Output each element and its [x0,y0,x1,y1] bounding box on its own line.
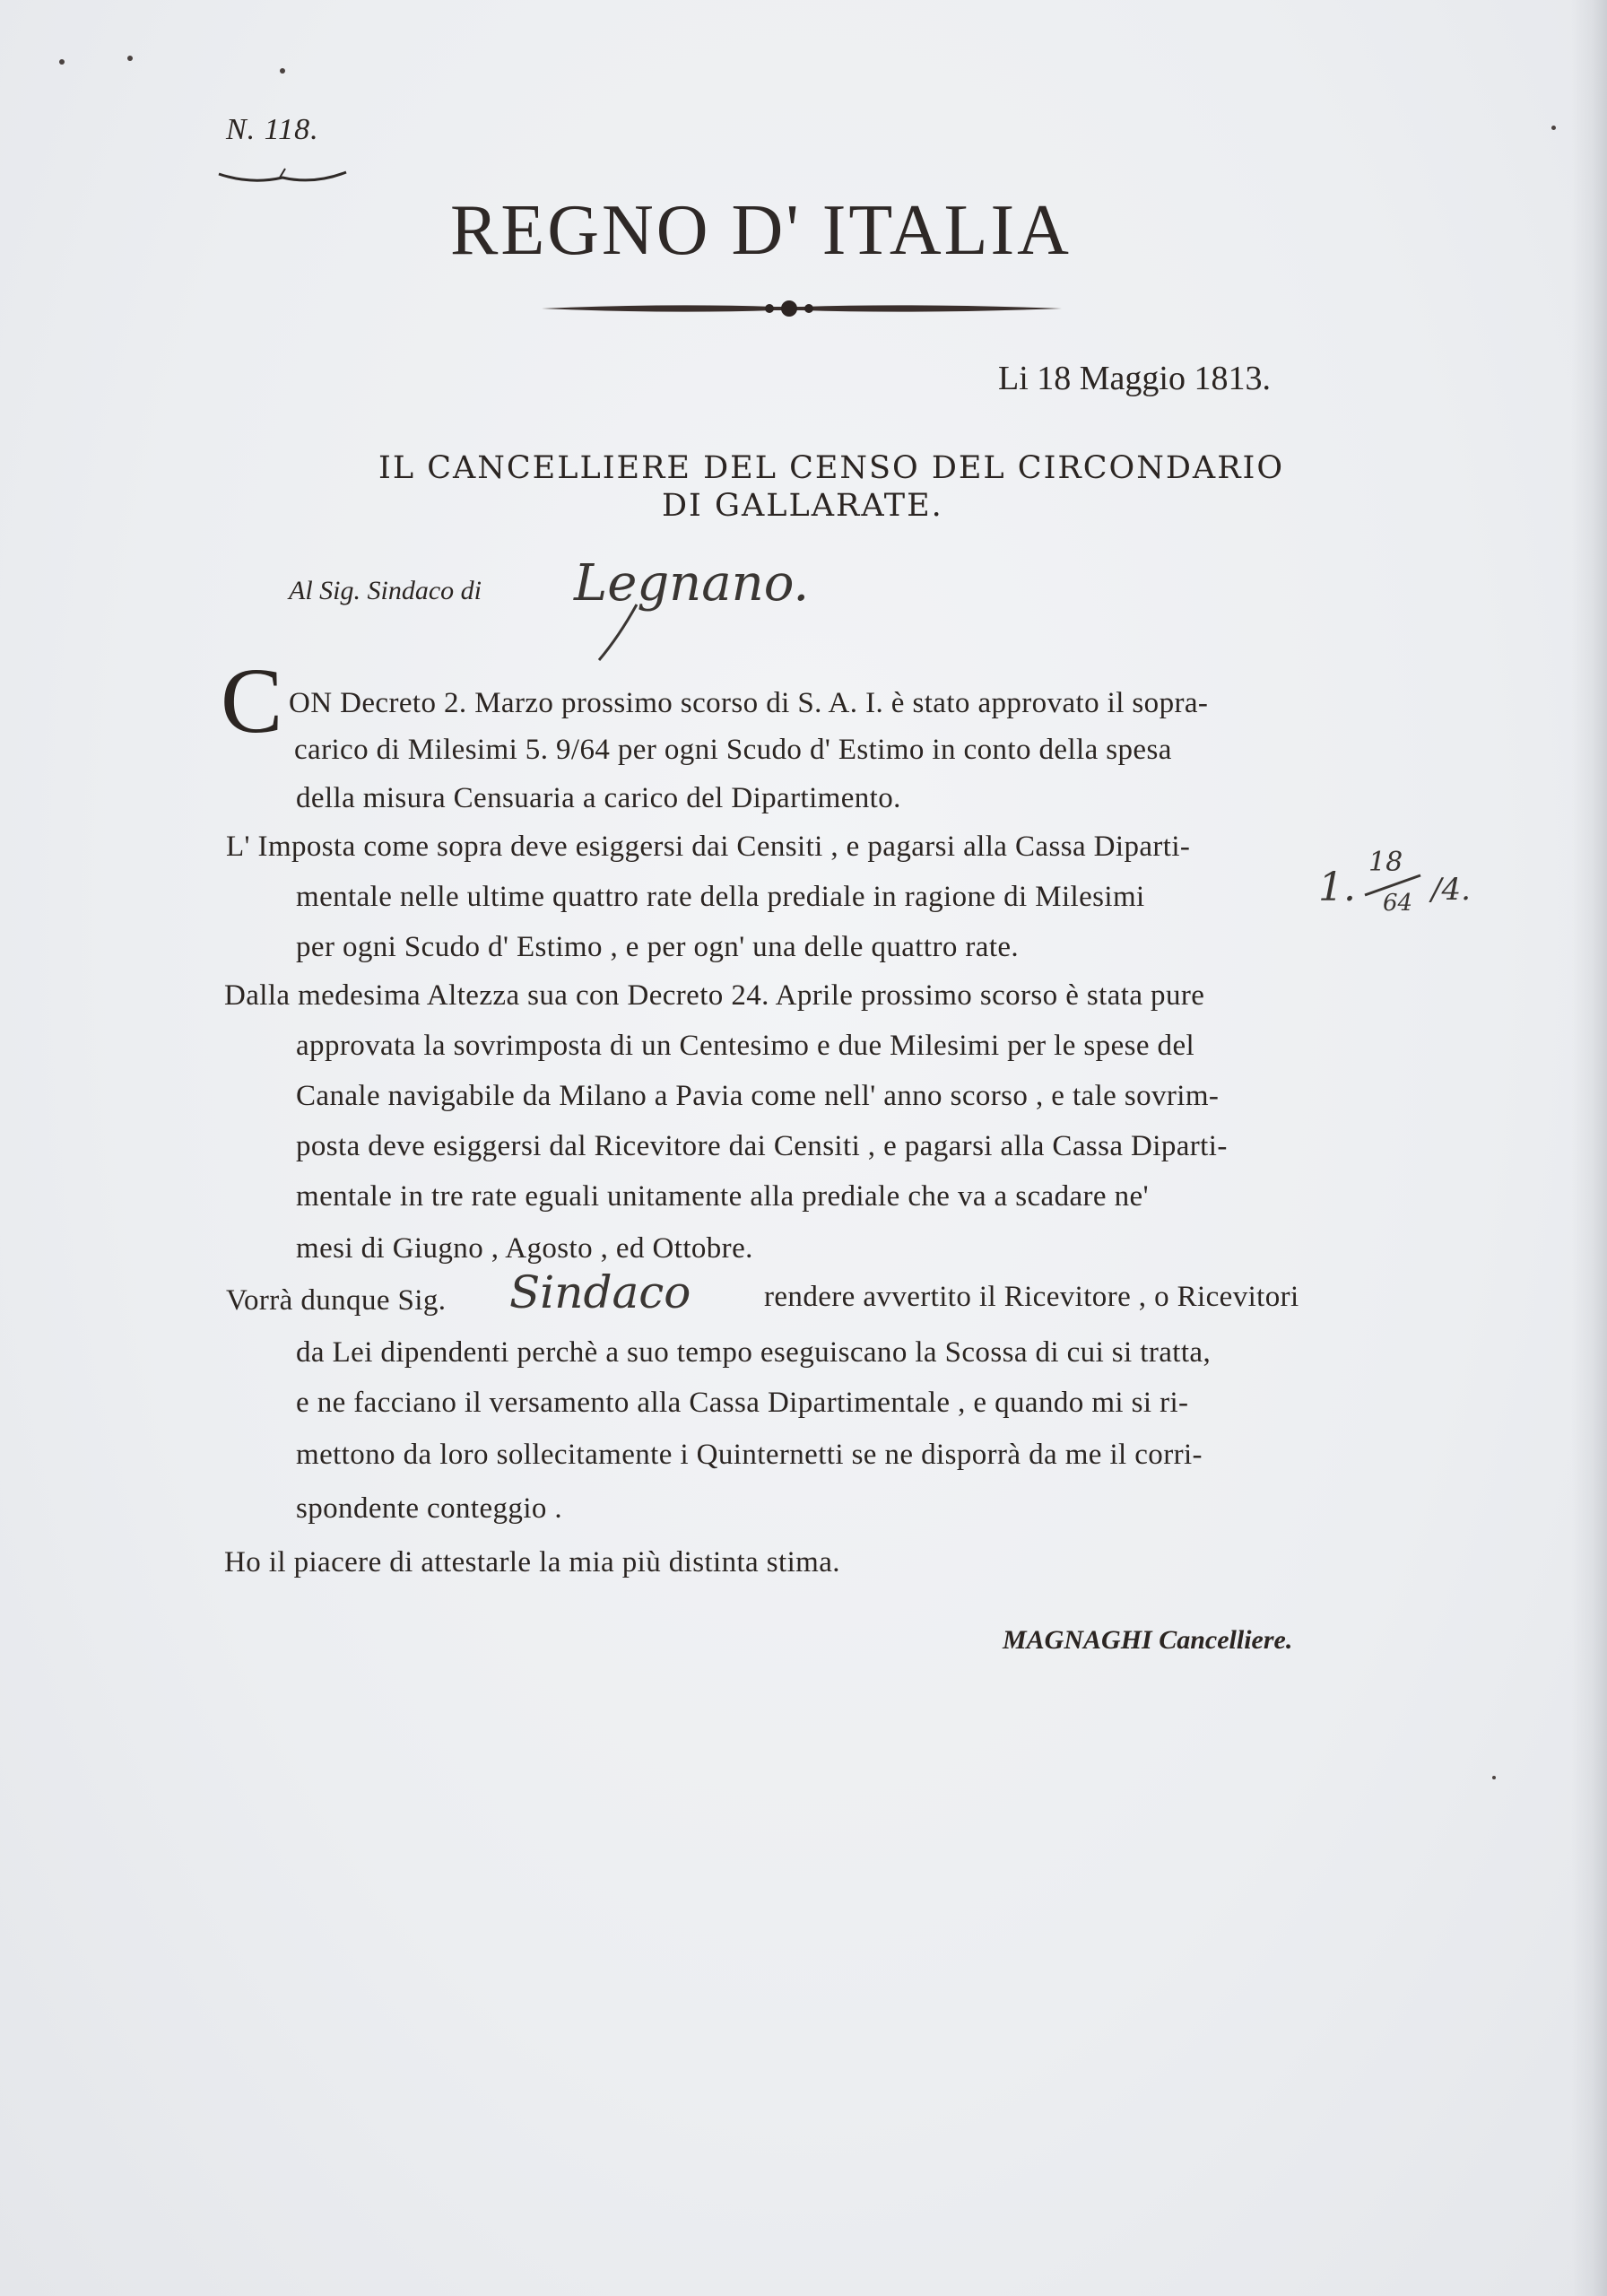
paragraph-4-line: rendere avvertito il Ricevitore , o Ricevitori [764,1281,1299,1313]
paper-edge-shadow [1571,0,1607,2296]
paragraph-1-line: ON Decreto 2. Marzo prossimo scorso di S. A. I. è stato approvato il sopra- [289,687,1209,719]
handwritten-town-name: Legnano. [574,554,810,613]
handwritten-fraction-prefix: 1. [1318,865,1356,910]
handwritten-fraction-suffix: /4. [1431,872,1471,908]
paragraph-4-line: spondente conteggio . [296,1492,563,1525]
paragraph-3-line: Dalla medesima Altezza sua con Decreto 24. Aprile prossimo scorso è stata pure [224,979,1205,1012]
paragraph-4-line: Vorrà dunque Sig. [226,1284,447,1317]
title-ornament-rule [542,294,1062,321]
paragraph-3-line: mesi di Giugno , Agosto , ed Ottobre. [296,1232,753,1265]
document-date: Li 18 Maggio 1813. [998,360,1271,397]
number-underline-flourish [215,161,350,188]
document-number: N. 118. [226,113,319,146]
handwritten-fraction-numerator: 18 [1368,847,1403,878]
paper-speck [280,68,285,74]
office-heading-line-2: DI GALLARATE. [662,488,943,524]
drop-cap: C [221,649,283,752]
handwritten-title: Sindaco [509,1266,691,1318]
paper-speck [59,59,65,65]
paragraph-4-line: e ne facciano il versamento alla Cassa Dipartimentale , e quando mi si ri- [296,1387,1189,1419]
paragraph-3-line: approvata la sovrimposta di un Centesimo e due Milesimi per le spese del [296,1030,1195,1062]
handwritten-fraction-denominator: 64 [1383,890,1413,917]
paragraph-2-line: per ogni Scudo d' Estimo , e per ogn' una delle quattro rate. [296,931,1020,963]
paragraph-1-line: della misura Censuaria a carico del Dipartimento. [296,782,901,814]
signature: MAGNAGHI Cancelliere. [1003,1625,1293,1655]
paragraph-2-line: mentale nelle ultime quattro rate della prediale in ragione di Milesimi [296,881,1145,913]
paragraph-2-line: L' Imposta come sopra deve esiggersi dai Censiti , e pagarsi alla Cassa Diparti- [226,831,1191,863]
paragraph-3-line: posta deve esiggersi dal Ricevitore dai Censiti , e pagarsi alla Cassa Diparti- [296,1130,1228,1162]
paragraph-4-line: mettono da loro sollecitamente i Quinternetti se ne disporrà da me il corri- [296,1439,1203,1471]
closing-line: Ho il piacere di attestarle la mia più distinta stima. [224,1546,840,1578]
paper-speck [1492,1776,1496,1779]
paper-speck [127,56,133,61]
paragraph-3-line: mentale in tre rate eguali unitamente alla prediale che va a scadare ne' [296,1180,1149,1213]
paragraph-3-line: Canale navigabile da Milano a Pavia come nell' anno scorso , e tale sovrim- [296,1080,1220,1112]
paragraph-4-line: da Lei dipendenti perchè a suo tempo eseguiscano la Scossa di cui si tratta, [296,1336,1212,1369]
paper-speck [1551,126,1556,130]
document-title: REGNO D' ITALIA [450,191,1072,270]
handwritten-stroke [592,601,646,664]
paragraph-1-line: carico di Milesimi 5. 9/64 per ogni Scudo d' Estimo in conto della spesa [294,734,1172,766]
office-heading-line-1: IL CANCELLIERE DEL CENSO DEL CIRCONDARIO [378,450,1285,486]
salutation: Al Sig. Sindaco di [289,576,482,605]
